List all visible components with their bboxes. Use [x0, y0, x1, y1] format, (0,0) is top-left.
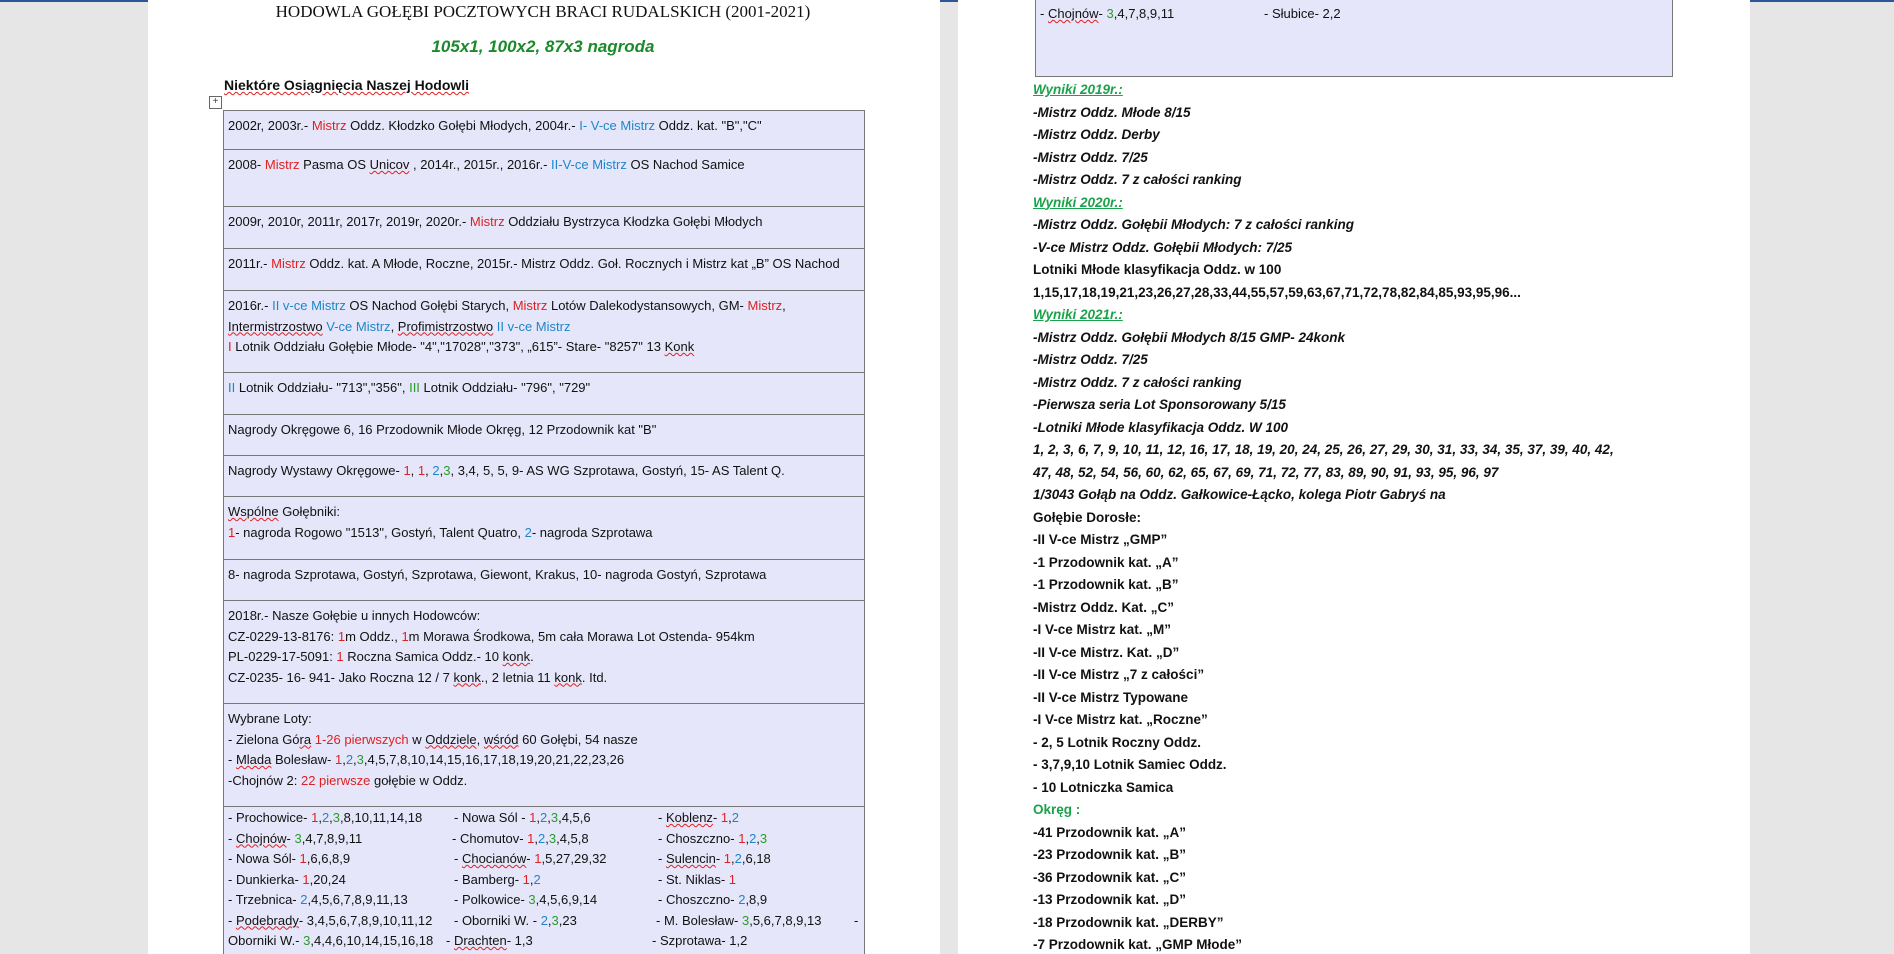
awards-summary: 105x1, 100x2, 87x3 nagroda — [431, 37, 655, 56]
achievements-heading — [224, 77, 469, 93]
grid-line: - Dunkierka- 1,20,24 - Bamberg- 1,2 - St. Niklas- 1 — [228, 871, 737, 887]
result-line: -II V-ce Mistrz Typowane — [1033, 689, 1189, 705]
table-row — [224, 415, 864, 456]
row-line: Nagrody Wystawy Okręgowe- 1, 1, 2,3, 3,4, 5, 5, 9- AS WG Szprotawa, Gostyń, 15- AS Talent Q. — [228, 463, 785, 478]
result-line: -Mistrz Oddz. Młode 8/15 — [1033, 104, 1191, 120]
row-line: PL-0229-17-5091: 1 Roczna Samica Oddz.- 10 konk. — [228, 649, 534, 664]
row-line: - Mlada Bolesław- 1,2,3,4,5,7,8,10,14,15,16,17,18,19,20,21,22,23,26 — [228, 752, 625, 767]
table-row — [224, 560, 864, 601]
row-line: 2018r.- Nasze Gołębie u innych Hodowców: — [228, 608, 481, 623]
row-line: CZ-0229-13-8176: 1m Oddz., 1m Morawa Środkowa, 5m cała Morawa Lot Ostenda- 954km — [228, 628, 755, 644]
result-line: - 3,7,9,10 Lotnik Samiec Oddz. — [1033, 757, 1227, 772]
result-line: -Mistrz Oddz. Gołębii Młodych 8/15 GMP- 24konk — [1033, 329, 1346, 345]
row-line: Intermistrzostwo V-ce Mistrz, Profimistrzostwo II v-ce Mistrz — [228, 318, 571, 334]
result-line: -Mistrz Oddz. Derby — [1033, 127, 1160, 142]
row-line: -Chojnów 2: 22 pierwsze gołębie w Oddz. — [228, 772, 468, 788]
result-line: -1 Przodownik kat. „A” — [1033, 554, 1179, 570]
table-move-handle-icon[interactable]: + — [209, 96, 222, 109]
result-line: -1 Przodownik kat. „B” — [1033, 577, 1179, 592]
table-row — [224, 291, 864, 373]
result-line: - 2, 5 Lotnik Roczny Oddz. — [1033, 734, 1202, 750]
result-line: -18 Przodownik kat. „DERBY” — [1033, 914, 1224, 930]
table-row — [224, 456, 864, 497]
result-line: Lotniki Młode klasyfikacja Oddz. w 100 — [1033, 262, 1282, 277]
row-line: 2011r.- Mistrz Oddz. kat. A Młode, Roczne, 2015r.- Mistrz Oddz. Goł. Rocznych i Mistrz kat „B” OS Nachod — [228, 256, 840, 271]
grid-line: - Trzebnica- 2,4,5,6,7,8,9,11,13 - Polkowice- 3,4,5,6,9,14 - Choszczno- 2,8,9 — [228, 892, 768, 907]
result-line: -V-ce Mistrz Oddz. Gołębii Młodych: 7/25 — [1033, 239, 1293, 255]
result-line: -13 Przodownik kat. „D” — [1033, 892, 1187, 907]
table-row — [224, 150, 864, 207]
result-line: 47, 48, 52, 54, 56, 60, 62, 65, 67, 69, 71, 72, 77, 83, 89, 90, 91, 93, 95, 96, 97 — [1033, 464, 1499, 480]
result-line: -I V-ce Mistrz kat. „Roczne” — [1033, 712, 1208, 727]
row-line: 2002r, 2003r.- Mistrz Oddz. Kłodzko Gołębi Młodych, 2004r.- I- V-ce Mistrz Oddz. kat. "B","C" — [228, 118, 762, 133]
heading-text: Niektóre Osiągnięcia Naszej Hodowli — [224, 77, 470, 93]
result-line: - 10 Lotniczka Samica — [1033, 779, 1174, 795]
result-line: -Mistrz Oddz. 7 z całości ranking — [1033, 172, 1242, 187]
result-line: -36 Przodownik kat. „C” — [1033, 869, 1187, 885]
result-line: -Mistrz Oddz. Kat. „C” — [1033, 599, 1174, 615]
result-line: -Mistrz Oddz. 7 z całości ranking — [1033, 374, 1242, 390]
results-heading: Wyniki 2020r.: — [1033, 194, 1123, 210]
result-line: -7 Przodownik kat. „GMP Młode” — [1033, 937, 1243, 952]
row-line: Wspólne Gołębniki: — [228, 504, 340, 519]
results-list — [1033, 79, 1733, 954]
result-line: -Lotniki Młode klasyfikacja Oddz. W 100 — [1033, 419, 1289, 435]
row-line: II Lotnik Oddziału- "713","356", III Lotnik Oddziału- "796", "729" — [228, 380, 591, 395]
row-line: CZ-0235- 16- 941- Jako Roczna 12 / 7 konk., 2 letnia 11 konk. Itd. — [228, 669, 608, 685]
grid-cell: - Chojnów- 3,4,7,8,9,11 — [1040, 6, 1175, 21]
grid-line: - Prochowice- 1,2,3,8,10,11,14,18 - Nowa Sól - 1,2,3,4,5,6 - Koblenz- 1,2 — [228, 810, 739, 825]
result-line: -Mistrz Oddz. Gołębii Młodych: 7 z całości ranking — [1033, 217, 1355, 232]
results-heading: Okręg : — [1033, 802, 1081, 817]
result-line: -23 Przodownik kat. „B” — [1033, 847, 1187, 862]
result-line: -Mistrz Oddz. 7/25 — [1033, 149, 1148, 165]
result-line: 1, 2, 3, 6, 7, 9, 10, 11, 12, 16, 17, 18, 19, 20, 24, 25, 26, 27, 29, 30, 31, 33, 34, 35, 37, 39, 40, 42, — [1033, 442, 1614, 457]
table-continuation — [1035, 0, 1673, 77]
result-line: -Mistrz Oddz. 7/25 — [1033, 352, 1148, 367]
grid-line: - Chojnów- 3,4,7,8,9,11 - Chomutov- 1,2,3,4,5,8 - Choszczno- 1,2,3 — [228, 830, 768, 846]
table-row — [224, 373, 864, 415]
result-line: 1,15,17,18,19,21,23,26,27,28,33,44,55,57,59,63,67,71,72,78,82,84,85,93,95,96... — [1033, 284, 1521, 300]
row-line: I Lotnik Oddziału Gołębie Młode- "4","17028","373", „615”- Stare- "8257" 13 Konk — [228, 339, 695, 354]
document-page-left — [148, 0, 940, 954]
result-line: -41 Przodownik kat. „A” — [1033, 824, 1187, 840]
table-row — [224, 249, 864, 291]
results-heading: Wyniki 2019r.: — [1033, 82, 1123, 97]
row-line: 1- nagroda Rogowo "1513", Gostyń, Talent Quatro, 2- nagroda Szprotawa — [228, 524, 653, 540]
row-line: 2016r.- II v-ce Mistrz OS Nachod Gołębi Starych, Mistrz Lotów Dalekodystansowych, GM- Mistrz, — [228, 298, 786, 313]
achievements-table — [223, 110, 865, 954]
table-row — [224, 497, 864, 560]
table-row-flights-grid — [224, 807, 864, 954]
row-line: Nagrody Okręgowe 6, 16 Przodownik Młode Okręg, 12 Przodownik kat "B" — [228, 422, 657, 437]
document-page-right — [958, 0, 1750, 954]
grid-cell: - Słubice- 2,2 — [1264, 6, 1341, 21]
page-title: HODOWLA GOŁĘBI POCZTOWYCH BRACI RUDALSKICH (2001-2021) — [275, 2, 811, 21]
table-row — [224, 111, 864, 150]
grid-line: - Podebrady- 3,4,5,6,7,8,9,10,11,12 - Oborniki W. - 2,3,23 - M. Bolesław- 3,5,6,7,8,9,13 - — [228, 912, 859, 928]
row-line: 2009r, 2010r, 2011r, 2017r, 2019r, 2020r.- Mistrz Oddziału Bystrzyca Kłodzka Gołębi Młodych — [228, 214, 763, 229]
row-line: 8- nagroda Szprotawa, Gostyń, Szprotawa, Giewont, Krakus, 10- nagroda Gostyń, Szprotawa — [228, 567, 767, 582]
result-line: -II V-ce Mistrz „7 z całości” — [1033, 667, 1205, 682]
result-line: 1/3043 Gołąb na Oddz. Gałkowice-Łącko, kolega Piotr Gabryś na — [1033, 487, 1446, 502]
row-line: - Zielona Góra 1-26 pierwszych w Oddziele, wśród 60 Gołębi, 54 nasze — [228, 731, 638, 747]
result-line: -I V-ce Mistrz kat. „M” — [1033, 622, 1172, 637]
result-line: Gołębie Dorosłe: — [1033, 509, 1142, 525]
table-row — [224, 601, 864, 704]
grid-line: - Nowa Sól- 1,6,6,8,9 - Chocianów- 1,5,27,29,32 - Sulencin- 1,2,6,18 — [228, 851, 771, 866]
result-line: -II V-ce Mistrz. Kat. „D” — [1033, 644, 1180, 660]
row-line: 2008- Mistrz Pasma OS Unicov , 2014r., 2015r., 2016r.- II-V-ce Mistrz OS Nachod Samice — [228, 157, 745, 172]
result-line: -II V-ce Mistrz „GMP” — [1033, 532, 1168, 547]
results-heading: Wyniki 2021r.: — [1033, 307, 1123, 322]
table-row — [224, 207, 864, 249]
table-row — [224, 704, 864, 807]
row-line: Wybrane Loty: — [228, 711, 312, 726]
grid-line: Oborniki W.- 3,4,4,6,10,14,15,16,18 - Drachten- 1,3 - Szprotawa- 1,2 — [228, 933, 748, 948]
result-line: -Pierwsza seria Lot Sponsorowany 5/15 — [1033, 397, 1286, 412]
